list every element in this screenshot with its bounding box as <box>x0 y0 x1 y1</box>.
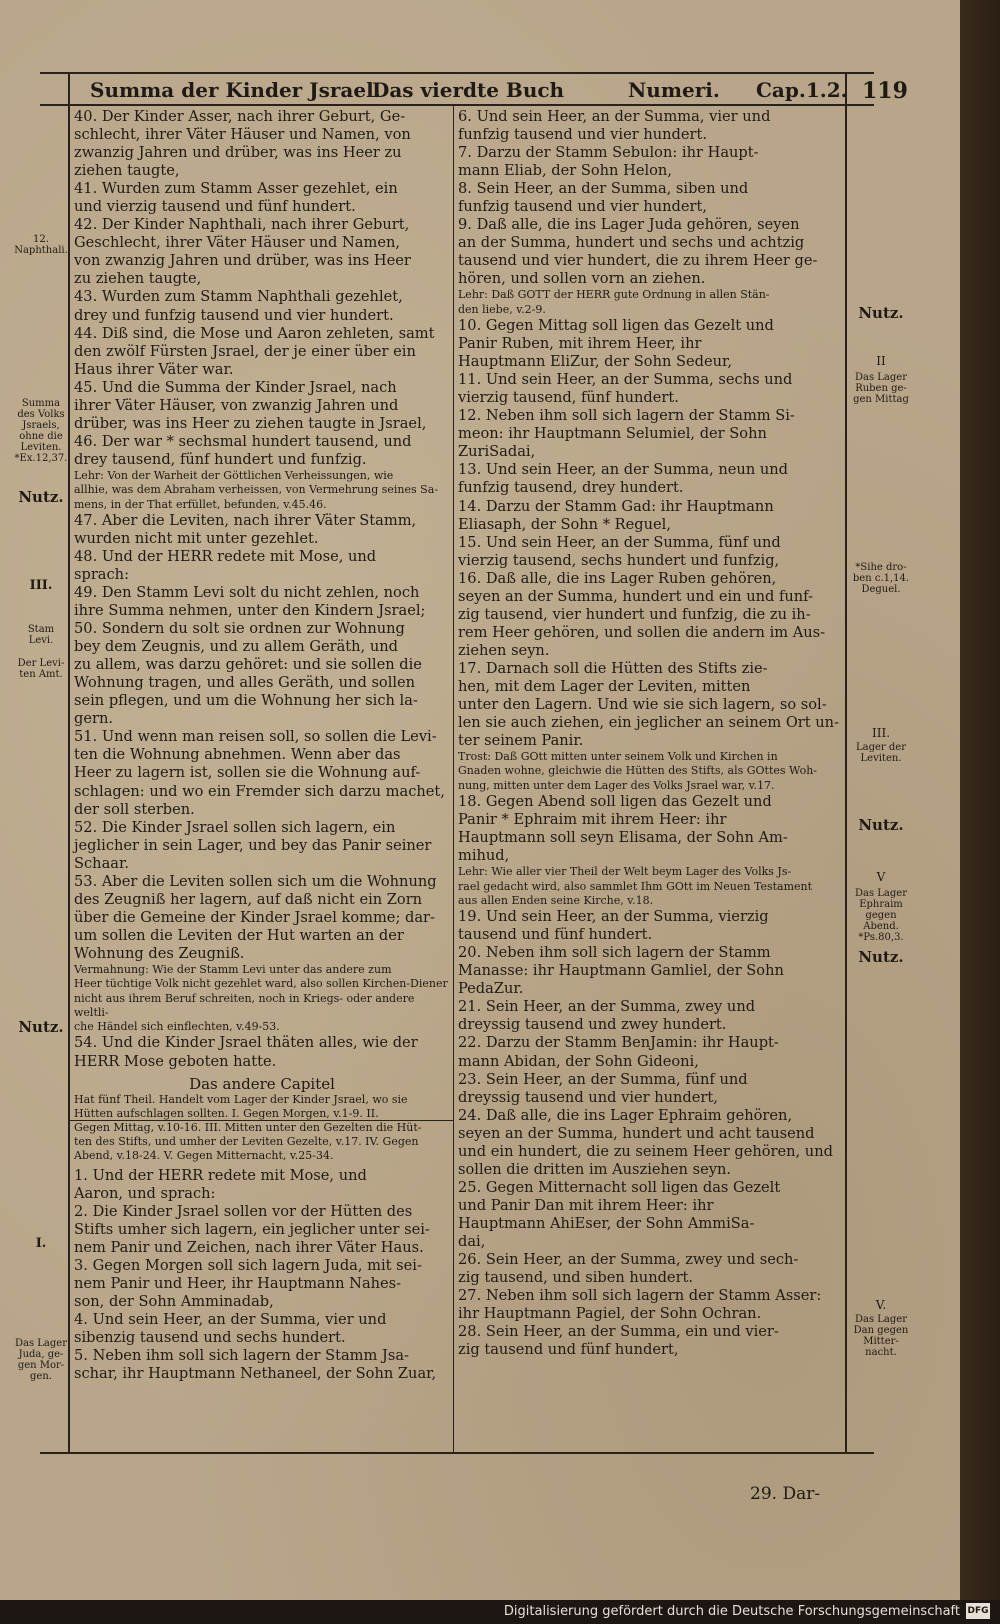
text-line: mann Abidan, der Sohn Gideoni, <box>458 1052 699 1070</box>
text-line: funfzig tausend, drey hundert. <box>458 479 684 497</box>
text-line: Wohnung des Zeugniß. <box>74 944 245 962</box>
note-line: Gnaden wohne, gleichwie die Hütten des Stifts, als GOttes Woh- <box>458 764 818 778</box>
text-line: 20. Neben ihm soll sich lagern der Stamm <box>458 944 771 962</box>
book-edge <box>960 0 1000 1600</box>
margin-note-lager-ruben: Das Lager Ruben ge- gen Mittag <box>853 372 909 405</box>
text-line: dreyssig tausend und zwey hundert. <box>458 1016 727 1034</box>
text-line: 1. Und der HERR redete mit Mose, und <box>74 1166 367 1184</box>
lehr-note <box>458 288 843 317</box>
note-line: Heer tüchtige Volk nicht gezehlet ward, also sollen Kirchen-Diener <box>74 977 448 991</box>
text-line: nem Panir und Heer, ihr Hauptmann Nahes- <box>74 1274 402 1292</box>
text-line: 17. Darnach soll die Hütten des Stifts zie- <box>458 659 768 677</box>
summary-line: Hütten aufschlagen sollten. I. Gegen Morgen, v.1-9. II. <box>74 1106 379 1120</box>
margin-note-nutz: Nutz. <box>18 488 64 506</box>
left-margin-rule <box>68 72 70 1452</box>
note-line: allhie, was dem Abraham verheissen, von Vermehrung seines Sa- <box>74 483 438 497</box>
text-line: drey tausend, fünf hundert und funfzig. <box>74 450 367 468</box>
text-line: PedaZur. <box>458 980 524 998</box>
text-line: 4. Und sein Heer, an der Summa, vier und <box>74 1311 387 1329</box>
lehr-note <box>74 469 450 512</box>
margin-note-nutz: Nutz. <box>858 304 904 322</box>
text-line: drey und funfzig tausend und vier hundert. <box>74 306 394 324</box>
text-line: ihre Summa nehmen, unter den Kindern Jsrael; <box>74 602 426 620</box>
text-line: sprach: <box>74 565 129 583</box>
text-line: 5. Neben ihm soll sich lagern der Stamm Jsa- <box>74 1347 409 1365</box>
text-line: 40. Der Kinder Asser, nach ihrer Geburt, Ge- <box>74 108 406 125</box>
lehr-note <box>458 865 843 908</box>
text-line: schar, ihr Hauptmann Nethaneel, der Sohn Zuar, <box>74 1365 437 1383</box>
text-line: gern. <box>74 710 113 728</box>
center-rule <box>453 106 454 1452</box>
text-line: 2. Die Kinder Jsrael sollen vor der Hütten des <box>74 1202 413 1220</box>
text-line: 45. Und die Summa der Kinder Jsrael, nach <box>74 378 397 396</box>
text-line: ter seinem Panir. <box>458 732 584 750</box>
text-line: 26. Sein Heer, an der Summa, zwey und sech- <box>458 1251 799 1269</box>
text-line: um sollen die Leviten der Hut warten an der <box>74 926 404 944</box>
right-verses-10-17 <box>458 317 843 750</box>
margin-note-deguel: *Sihe dro- ben c.1,14. Deguel. <box>852 562 910 595</box>
text-line: zig tausend und fünf hundert, <box>458 1341 679 1359</box>
text-line: son, der Sohn Amminadab, <box>74 1292 274 1310</box>
text-line: nem Panir und Zeichen, nach ihrer Väter Haus. <box>74 1238 424 1256</box>
text-line: meon: ihr Hauptmann Selumiel, der Sohn <box>458 425 767 443</box>
text-line: unter den Lagern. Und wie sie sich lagern, so sol- <box>458 696 827 714</box>
text-line: Panir Ruben, mit ihrem Heer, ihr <box>458 335 702 353</box>
margin-note-nutz: Nutz. <box>858 816 904 834</box>
text-line: 22. Darzu der Stamm BenJamin: ihr Haupt- <box>458 1034 779 1052</box>
summary-line: Gegen Mittag, v.10-16. III. Mitten unter den Gezelten die Hüt- <box>74 1121 422 1135</box>
right-column <box>458 108 843 1359</box>
text-line: Hauptmann AhiEser, der Sohn AmmiSa- <box>458 1214 755 1232</box>
note-line: aus allen Enden seine Kirche, v.18. <box>458 893 654 907</box>
text-line: ihr Hauptmann Pagiel, der Sohn Ochran. <box>458 1305 762 1323</box>
note-line: Vermahnung: Wie der Stamm Levi unter das andere zum <box>74 963 392 976</box>
text-line: ziehen seyn. <box>458 641 550 659</box>
text-line: 11. Und sein Heer, an der Summa, sechs und <box>458 371 793 389</box>
header-rule <box>40 104 874 106</box>
catchword: 29. Dar- <box>750 1484 821 1504</box>
text-line: funfzig tausend und vier hundert, <box>458 198 708 216</box>
text-line: 51. Und wenn man reisen soll, so sollen die Levi- <box>74 728 437 746</box>
footer-credit: Digitalisierung gefördert durch die Deutsche Forschungsgemeinschaft <box>503 1604 960 1619</box>
trost-note <box>458 750 843 793</box>
text-line: len sie auch ziehen, ein jeglicher an seinem Ort un- <box>458 714 840 732</box>
text-line: 27. Neben ihm soll sich lagern der Stamm Asser: <box>458 1287 822 1305</box>
text-line: dai, <box>458 1233 486 1250</box>
vermahnung-note <box>74 963 450 1034</box>
text-line: sibenzig tausend und sechs hundert. <box>74 1329 346 1347</box>
text-line: 8. Sein Heer, an der Summa, siben und <box>458 180 749 198</box>
text-line: hören, und sollen vorn an ziehen. <box>458 270 706 288</box>
text-line: 41. Wurden zum Stamm Asser gezehlet, ein <box>74 180 398 198</box>
text-line: ZuriSadai, <box>458 443 536 461</box>
note-line: rael gedacht wird, also sammlet Ihm GOtt im Neuen Testament <box>458 879 813 893</box>
margin-note-section-iv: V <box>876 870 886 884</box>
text-line: 49. Den Stamm Levi solt du nicht zehlen, noch <box>74 584 420 602</box>
text-line: funfzig tausend und vier hundert. <box>458 126 708 144</box>
text-line: 53. Aber die Leviten sollen sich um die Wohnung <box>74 872 437 890</box>
header-center-title: Das vierdte Buch <box>372 78 565 102</box>
margin-note-lager-dan: Das Lager Dan gegen Mitter- nacht. <box>853 1314 909 1358</box>
text-line: Wohnung tragen, und alles Geräth, und sollen <box>74 674 416 692</box>
text-line: 14. Darzu der Stamm Gad: ihr Hauptmann <box>458 497 774 515</box>
left-column <box>74 108 450 1383</box>
note-line: Lehr: Wie aller vier Theil der Welt beym Lager des Volks Js- <box>458 865 792 879</box>
left-verse-54 <box>74 1034 450 1070</box>
margin-note-section-i: I. <box>35 1236 47 1251</box>
right-verses-6-9 <box>458 108 843 288</box>
text-line: Haus ihrer Väter war. <box>74 360 234 378</box>
text-line: Geschlecht, ihrer Väter Häuser und Namen, <box>74 234 401 252</box>
note-line: Trost: Daß GOtt mitten unter seinem Volk und Kirchen in <box>458 750 778 764</box>
text-line: vierzig tausend, sechs hundert und funfzig, <box>458 551 780 569</box>
text-line: zig tausend, und siben hundert. <box>458 1269 694 1287</box>
text-line: 28. Sein Heer, an der Summa, ein und vier- <box>458 1323 779 1341</box>
text-line: 9. Daß alle, die ins Lager Juda gehören, seyen <box>458 216 800 234</box>
text-line: 48. Und der HERR redete mit Mose, und <box>74 547 377 565</box>
text-line: 7. Darzu der Stamm Sebulon: ihr Haupt- <box>458 144 759 162</box>
text-line: 21. Sein Heer, an der Summa, zwey und <box>458 998 756 1016</box>
margin-note-nutz: Nutz. <box>18 1018 64 1036</box>
margin-note-section-iii: III. <box>871 726 891 740</box>
text-line: 52. Die Kinder Jsrael sollen sich lagern, ein <box>74 818 396 836</box>
left-verses-40-46 <box>74 108 450 469</box>
text-line: hen, mit dem Lager der Leviten, mitten <box>458 678 751 695</box>
text-line: 42. Der Kinder Naphthali, nach ihrer Geburt, <box>74 216 410 234</box>
text-line: Hauptmann EliZur, der Sohn Sedeur, <box>458 353 733 371</box>
text-line: Stifts umher sich lagern, ein jeglicher unter sei- <box>74 1220 430 1238</box>
footer-bar <box>0 1600 1000 1624</box>
page-number: 119 <box>862 78 908 104</box>
text-line: 3. Gegen Morgen soll sich lagern Juda, mit sei- <box>74 1256 422 1274</box>
summary-line: ten des Stifts, und umher der Leviten Gezelte, v.17. IV. Gegen <box>74 1135 419 1149</box>
text-line: zig tausend, vier hundert und funfzig, die zu ih- <box>458 605 811 623</box>
text-line: 43. Wurden zum Stamm Naphthali gezehlet, <box>74 288 403 306</box>
text-line: vierzig tausend, fünf hundert. <box>458 389 679 407</box>
text-line: seyen an der Summa, hundert und acht tausend <box>458 1124 815 1142</box>
text-line: 54. Und die Kinder Jsrael thäten alles, wie der <box>74 1034 418 1052</box>
note-line: Lehr: Von der Warheit der Göttlichen Verheissungen, wie <box>74 468 394 482</box>
text-line: bey dem Zeugnis, und zu allem Geräth, und <box>74 638 398 656</box>
text-line: 44. Diß sind, die Mose und Aaron zehleten, samt <box>74 324 435 342</box>
text-line: 24. Daß alle, die ins Lager Ephraim gehören, <box>458 1106 793 1124</box>
text-line: Hauptmann soll seyn Elisama, der Sohn Am- <box>458 829 788 847</box>
text-line: des Zeugniß her lagern, auf daß nicht ein Zorn <box>74 890 423 908</box>
margin-note-lager-ephraim: Das Lager Ephraim gegen Abend. *Ps.80,3. <box>855 888 907 943</box>
text-line: 12. Neben ihm soll sich lagern der Stamm Si- <box>458 407 795 425</box>
text-line: Manasse: ihr Hauptmann Gamliel, der Sohn <box>458 962 784 980</box>
text-line: mihud, <box>458 847 510 865</box>
text-line: 16. Daß alle, die ins Lager Ruben gehören, <box>458 569 777 587</box>
text-line: zu allem, was darzu gehöret: und sie sollen die <box>74 656 422 674</box>
summary-line: Abend, v.18-24. V. Gegen Mitternacht, v.25-34. <box>74 1149 334 1163</box>
text-line: ziehen taugte, <box>74 162 180 180</box>
text-line: Aaron, und sprach: <box>74 1184 216 1202</box>
margin-note-naphthali: 12. Naphthali. <box>14 234 68 256</box>
text-line: zwanzig Jahren und drüber, was ins Heer zu <box>74 144 402 162</box>
left-verses-1-5 <box>74 1167 450 1384</box>
text-line: 47. Aber die Leviten, nach ihrer Väter Stamm, <box>74 511 417 529</box>
text-line: und vierzig tausend und fünf hundert. <box>74 198 356 216</box>
header-book-name: Numeri. <box>628 78 720 102</box>
margin-note-lager-leviten: Lager der Leviten. <box>856 742 906 764</box>
text-line: HERR Mose geboten hatte. <box>74 1052 277 1070</box>
chapter-title: Das andere Capitel <box>189 1074 335 1093</box>
margin-note-section-ii: II <box>876 354 886 368</box>
text-line: Eliasaph, der Sohn * Reguel, <box>458 515 671 533</box>
text-line: Panir * Ephraim mit ihrem Heer: ihr <box>458 811 727 829</box>
top-rule <box>40 72 874 74</box>
text-line: 25. Gegen Mitternacht soll ligen das Gezelt <box>458 1178 781 1196</box>
text-line: rem Heer gehören, und sollen die andern im Aus- <box>458 623 826 641</box>
text-line: der soll sterben. <box>74 800 195 818</box>
right-verses-19-28 <box>458 908 843 1359</box>
margin-note-lager-juda: Das Lager Juda, ge- gen Mor- gen. <box>15 1338 67 1382</box>
text-line: 23. Sein Heer, an der Summa, fünf und <box>458 1070 748 1088</box>
text-line: schlecht, ihrer Väter Häuser und Namen, von <box>74 126 411 144</box>
margin-note-summa: Summa des Volks Jsraels, ohne die Leviten. *Ex.12,37. <box>14 398 68 464</box>
text-line: drüber, was ins Heer zu ziehen taugte in Jsrael, <box>74 414 427 432</box>
chapter-summary <box>74 1093 450 1164</box>
text-line: ihrer Väter Häuser, von zwanzig Jahren und <box>74 396 399 414</box>
margin-note-leviten-amt: Der Levi- ten Amt. <box>17 658 65 680</box>
note-line: che Händel sich einflechten, v.49-53. <box>74 1020 280 1034</box>
text-line: 6. Und sein Heer, an der Summa, vier und <box>458 108 771 125</box>
text-line: und ein hundert, die zu seinem Heer gehören, und <box>458 1142 833 1160</box>
bottom-rule <box>40 1452 874 1454</box>
text-line: ten die Wohnung abnehmen. Wenn aber das <box>74 746 401 764</box>
text-line: mann Eliab, der Sohn Helon, <box>458 162 672 180</box>
text-line: an der Summa, hundert und sechs und achtzig <box>458 234 805 252</box>
text-line: 18. Gegen Abend soll ligen das Gezelt und <box>458 793 772 811</box>
text-line: Heer zu lagern ist, sollen sie die Wohnung auf- <box>74 764 421 782</box>
note-line: nicht aus ihrem Beruf schreiten, noch in Kriegs- oder andere weltli- <box>74 991 415 1019</box>
text-line: 46. Der war * sechsmal hundert tausend, und <box>74 432 412 450</box>
text-line: sollen die dritten im Ausziehen seyn. <box>458 1160 732 1178</box>
note-line: mens, in der That erfüllet, befunden, v.45.46. <box>74 497 327 511</box>
text-line: seyen an der Summa, hundert und ein und funf- <box>458 587 813 605</box>
summary-line: Hat fünf Theil. Handelt vom Lager der Kinder Jsrael, wo sie <box>74 1092 408 1106</box>
note-line: nung, mitten unter dem Lager des Volks Jsrael war, v.17. <box>458 778 775 792</box>
text-line: 13. Und sein Heer, an der Summa, neun und <box>458 461 789 479</box>
note-line: Lehr: Daß GOTT der HERR gute Ordnung in allen Stän- <box>458 288 770 302</box>
text-line: den zwölf Fürsten Jsrael, der je einer über ein <box>74 342 416 360</box>
text-line: zu ziehen taugte, <box>74 270 202 288</box>
margin-note-section-v: V. <box>875 1298 887 1312</box>
text-line: wurden nicht mit unter gezehlet. <box>74 529 319 547</box>
text-line: 15. Und sein Heer, an der Summa, fünf und <box>458 533 781 551</box>
text-line: Schaar. <box>74 854 129 872</box>
text-line: sein pflegen, und um die Wohnung her sich la- <box>74 692 418 710</box>
text-line: 50. Sondern du solt sie ordnen zur Wohnung <box>74 620 405 638</box>
text-line: tausend und fünf hundert. <box>458 926 653 944</box>
text-line: und Panir Dan mit ihrem Heer: ihr <box>458 1196 714 1214</box>
text-line: 19. Und sein Heer, an der Summa, vierzig <box>458 908 769 926</box>
note-line: den liebe, v.2-9. <box>458 302 546 316</box>
header-left-title: Summa der Kinder Jsrael. <box>90 78 381 102</box>
left-verses-47-53 <box>74 512 450 963</box>
text-line: über die Gemeine der Kinder Jsrael komme; dar- <box>74 908 435 926</box>
margin-note-stam-levi: Stam Levi. <box>27 624 55 646</box>
text-line: jeglicher in sein Lager, und bey das Panir seiner <box>74 836 432 854</box>
text-line: dreyssig tausend und vier hundert, <box>458 1088 718 1106</box>
text-line: von zwanzig Jahren und drüber, was ins Heer <box>74 252 411 270</box>
right-verse-18 <box>458 793 843 865</box>
margin-note-nutz: Nutz. <box>858 948 904 966</box>
dfg-logo: DFG <box>966 1603 990 1619</box>
text-line: tausend und vier hundert, die zu ihrem Heer ge- <box>458 252 818 270</box>
header-chapter: Cap.1.2. <box>756 78 848 102</box>
margin-note-section-iii: III. <box>29 578 53 593</box>
text-line: 10. Gegen Mittag soll ligen das Gezelt und <box>458 317 774 335</box>
text-line: schlagen: und wo ein Fremder sich darzu machet, <box>74 782 445 800</box>
right-margin-rule <box>845 72 847 1452</box>
